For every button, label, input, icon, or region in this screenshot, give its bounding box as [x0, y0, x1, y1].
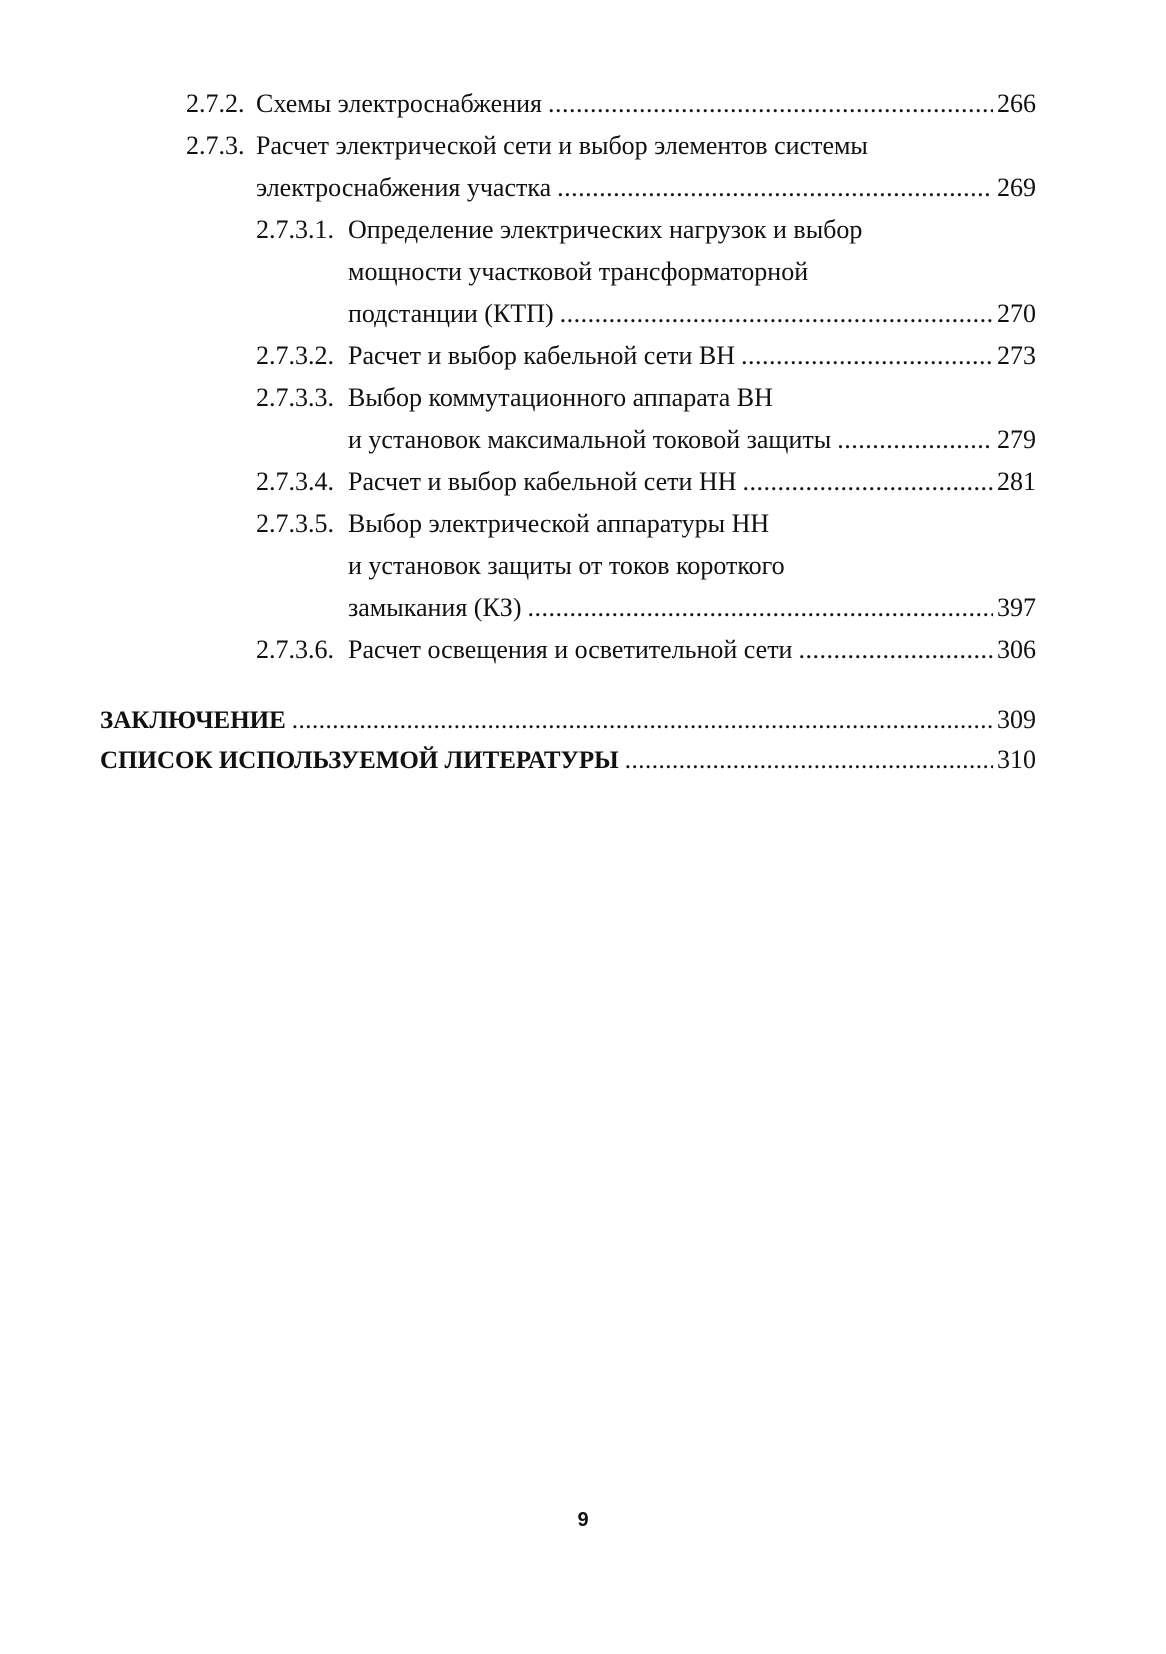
- toc-entry-title: мощности участковой трансформаторной: [348, 257, 809, 286]
- toc-page-number: 309: [997, 705, 1036, 734]
- toc-entry-title: Расчет и выбор кабельной сети НН: [348, 467, 737, 496]
- toc-entry-title: Схемы электроснабжения: [256, 89, 542, 118]
- toc-entry-2-7-3-5-continued[interactable]: [348, 548, 1036, 584]
- toc-entry-title: и установок максимальной токовой защиты: [348, 425, 832, 454]
- toc-entry-number: 2.7.3.1.: [256, 215, 334, 244]
- toc-entry-2-7-3-5-continued[interactable]: [348, 590, 1036, 626]
- toc-entry-conclusion[interactable]: [100, 702, 1036, 738]
- toc-entry-title: Расчет освещения и осветительной сети: [348, 635, 793, 664]
- toc-leader-dots: [560, 296, 993, 332]
- toc-leader-dots: [741, 338, 993, 374]
- toc-entry-title: Расчет электрической сети и выбор элементов системы: [256, 131, 868, 160]
- toc-page-number: 397: [997, 593, 1036, 622]
- toc-page-number: 266: [997, 89, 1036, 118]
- toc-entry-2-7-3-4[interactable]: [256, 464, 1036, 500]
- toc-page-number: 270: [997, 299, 1036, 328]
- toc-page-number: 273: [997, 341, 1036, 370]
- toc-leader-dots: [837, 422, 993, 458]
- toc-leader-dots: [557, 170, 993, 206]
- toc-entry-title: Выбор коммутационного аппарата ВН: [348, 383, 773, 412]
- toc-entry-references[interactable]: [100, 742, 1036, 778]
- toc-entry-title: замыкания (КЗ): [348, 593, 522, 622]
- toc-leader-dots: [798, 632, 993, 668]
- toc-page-number: 306: [997, 635, 1036, 664]
- toc-entry-number: 2.7.3.5.: [256, 509, 334, 538]
- toc-entry-title: Определение электрических нагрузок и выбор: [348, 215, 863, 244]
- toc-entry-title: Выбор электрической аппаратуры НН: [348, 509, 770, 538]
- toc-entry-title: электроснабжения участка: [256, 173, 552, 202]
- toc-entry-title: и установок защиты от токов короткого: [348, 551, 785, 580]
- toc-entry-number: 2.7.2.: [186, 89, 245, 118]
- toc-entry-2-7-3-continued[interactable]: [256, 170, 1036, 206]
- toc-page-number: 310: [997, 745, 1036, 774]
- toc-entry-2-7-3-1[interactable]: [256, 212, 1036, 248]
- toc-entry-2-7-3-3-continued[interactable]: [348, 422, 1036, 458]
- toc-entry-number: 2.7.3.6.: [256, 635, 334, 664]
- page-number-footer: 9: [577, 1509, 589, 1531]
- toc-entry-2-7-3-5[interactable]: [256, 506, 1036, 542]
- toc-entry-2-7-3-1-continued[interactable]: [348, 296, 1036, 332]
- toc-entry-title: ЗАКЛЮЧЕНИЕ: [100, 707, 286, 734]
- toc-page-number: 269: [997, 173, 1036, 202]
- toc-entry-number: 2.7.3.2.: [256, 341, 334, 370]
- toc-entry-2-7-3-3[interactable]: [256, 380, 1036, 416]
- toc-page-number: 279: [997, 425, 1036, 454]
- toc-entry-2-7-3-6[interactable]: [256, 632, 1036, 668]
- toc-entry-title: подстанции (КТП): [348, 299, 554, 328]
- toc-entry-number: 2.7.3.: [186, 131, 245, 160]
- toc-leader-dots: [548, 86, 993, 122]
- toc-page-number: 281: [997, 467, 1036, 496]
- toc-leader-dots: [742, 464, 993, 500]
- toc-entry-2-7-3-1-continued[interactable]: [348, 254, 1036, 290]
- toc-entry-2-7-3[interactable]: [186, 128, 1036, 164]
- toc-entry-number: 2.7.3.3.: [256, 383, 334, 412]
- toc-entry-title: СПИСОК ИСПОЛЬЗУЕМОЙ ЛИТЕРАТУРЫ: [100, 747, 619, 774]
- toc-leader-dots: [527, 590, 993, 626]
- toc-leader-dots: [625, 743, 993, 779]
- toc-entry-number: 2.7.3.4.: [256, 467, 334, 496]
- toc-entry-title: Расчет и выбор кабельной сети ВН: [348, 341, 736, 370]
- toc-leader-dots: [292, 703, 993, 739]
- toc-entry-2-7-2[interactable]: [186, 86, 1036, 122]
- toc-entry-2-7-3-2[interactable]: [256, 338, 1036, 374]
